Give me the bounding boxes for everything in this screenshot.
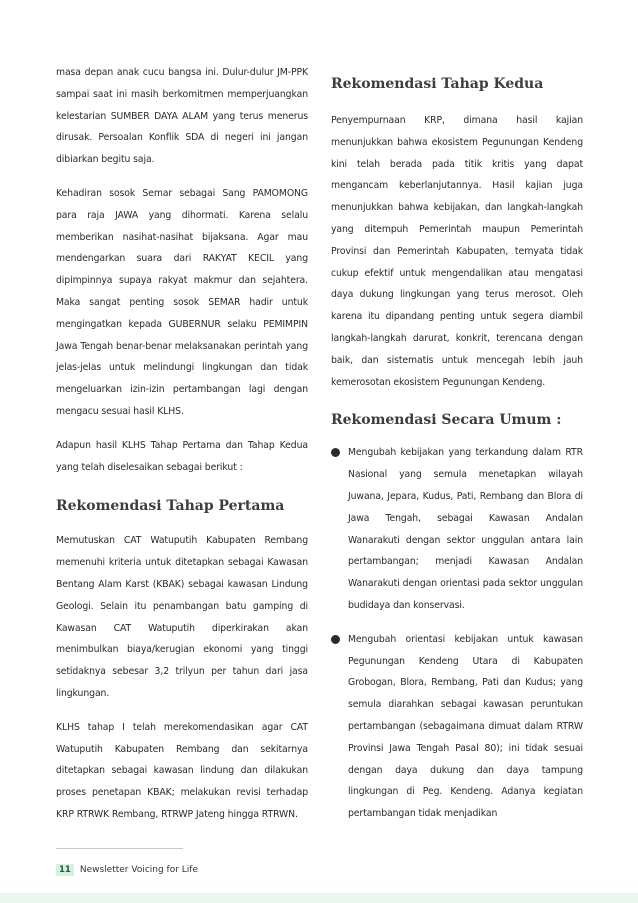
body-paragraph: Penyempurnaan KRP, dimana hasil kajian menunjukkan bahwa ekosistem Pegunungan Kendeng kini telah berada pada titik kritis yang dapat mengancam keberlanjutannya. Hasil kajian juga menunjukkan bahwa kebijakan, dan langkah-langkah yang ditempuh Pemerintah maupun Pemerintah Provinsi dan Pemerintah Kabupaten, ternyata tidak cukup efektif untuk mengendalikan atau mengatasi daya dukung lingkungan yang terus merosot. Oleh karena itu dipandang penting untuk segera diambil langkah-langkah darurat, konkrit, terencana dengan baik, dan sistematis untuk mencegah lebih jauh kemerosotan ekosistem Pegunungan Kendeng. bbox=[331, 115, 583, 388]
body-paragraph: Adapun hasil KLHS Tahap Pertama dan Tahap Kedua yang telah diselesaikan sebagai berikut : bbox=[56, 439, 308, 473]
section-heading-tahap-pertama: Rekomendasi Tahap Pertama bbox=[56, 498, 285, 515]
left-column bbox=[56, 62, 308, 826]
body-paragraph: Kehadiran sosok Semar sebagai Sang PAMOMONG para raja JAWA yang dihormati. Karena selalu memberikan nasihat-nasihat bijaksana. Agar mau mendengarkan suara dari RAKYAT KECIL yang dipimpinnya supaya rakyat makmur dan sejahtera. Maka sangat penting sosok SEMAR hadir untuk mengingatkan kepada GUBERNUR selaku PEMIMPIN Jawa Tengah benar-benar melaksanakan perintah yang jelas-jelas untuk melindungi lingkungan dan tidak mengeluarkan izin-izin pertambangan lagi dengan mengacu sesuai hasil KLHS. bbox=[56, 187, 308, 417]
bullet-icon bbox=[331, 635, 340, 644]
body-paragraph: masa depan anak cucu bangsa ini. Dulur-dulur JM-PPK sampai saat ini masih berkomitmen memperjuangkan kelestarian SUMBER DAYA ALAM yang terus menerus dirusak. Persoalan Konflik SDA di negeri ini jangan dibiarkan begitu saja. bbox=[56, 67, 308, 166]
footer-divider bbox=[56, 848, 183, 849]
list-item-text: Mengubah orientasi kebijakan untuk kawasan Pegunungan Kendeng Utara di Kabupaten Grobogan, Blora, Rembang, Pati dan Kudus; yang semula diarahkan sebagai kawasan peruntukan pertambangan (sebagaimana dimuat dalam RTRW Provinsi Jawa Tengah Pasal 80); ini tidak sesuai dengan daya dukung dan daya tampung lingkungan di Peg. Kendeng. Adanya kegiatan pertambangan tidak menjadikan bbox=[348, 633, 583, 820]
page-footer bbox=[56, 864, 198, 876]
recommendation-list bbox=[331, 442, 583, 825]
body-paragraph: Memutuskan CAT Watuputih Kabupaten Rembang memenuhi kriteria untuk ditetapkan sebagai Kawasan Bentang Alam Karst (KBAK) sebagai kawasan Lindung Geologi. Selain itu penambangan batu gamping di Kawasan CAT Watuputih diperkirakan akan menimbulkan biaya/kerugian ekonomi yang tinggi setidaknya sebesar 3,2 trilyun per tahun dari jasa lingkungan. bbox=[56, 535, 308, 699]
list-item bbox=[331, 629, 583, 825]
publication-name: Newsletter Voicing for Life bbox=[79, 865, 199, 875]
section-heading-tahap-kedua: Rekomendasi Tahap Kedua bbox=[331, 76, 544, 92]
page-number: 11 bbox=[56, 864, 74, 876]
right-column bbox=[331, 62, 583, 825]
body-paragraph: KLHS tahap I telah merekomendasikan agar CAT Watuputih Kabupaten Rembang dan sekitarnya ditetapkan sebagai kawasan lindung dan dilakukan proses penetapan KBAK; melakukan revisi terhadap KRP RTRWK Rembang, RTRWP Jateng hingga RTRWN. bbox=[56, 721, 308, 820]
bullet-icon bbox=[331, 448, 340, 457]
list-item bbox=[331, 442, 583, 616]
section-heading-secara-umum: Rekomendasi Secara Umum : bbox=[331, 412, 562, 429]
list-item-text: Mengubah kebijakan yang terkandung dalam RTR Nasional yang semula menetapkan wilayah Juwana, Jepara, Kudus, Pati, Rembang dan Blora di Jawa Tengah, sebagai Kawasan Andalan Wanarakuti dengan sektor unggulan antara lain pertambangan; menjadi Kawasan Andalan Wanarakuti dengan orientasi pada sektor unggulan budidaya dan konservasi. bbox=[348, 447, 583, 611]
bottom-band bbox=[0, 893, 638, 903]
